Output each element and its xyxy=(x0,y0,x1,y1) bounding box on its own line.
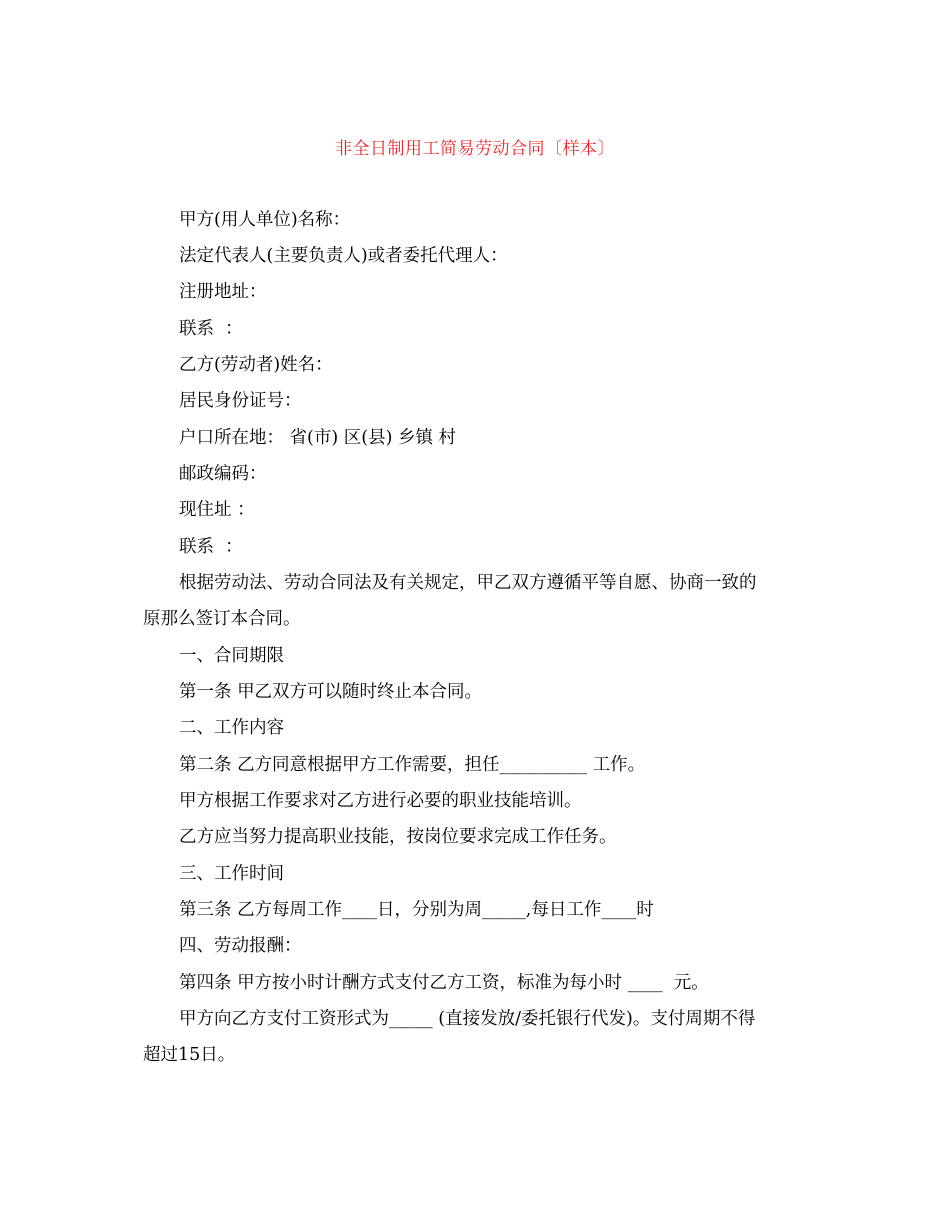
party-b-name-line: 乙方(劳动者)姓名： xyxy=(179,355,333,375)
payment-form-line: 甲方向乙方支付工资形式为_____ (直接发放/委托银行代发)。支付周期不得 xyxy=(179,1009,756,1029)
article-1-line: 第一条 甲乙双方可以随时终止本合同。 xyxy=(179,682,483,702)
legal-representative-line: 法定代表人(主要负责人)或者委托代理人： xyxy=(179,246,508,266)
skills-line: 乙方应当努力提高职业技能，按岗位要求完成工作任务。 xyxy=(179,827,617,847)
party-a-contact-line: 联系 ： xyxy=(179,319,243,339)
training-line: 甲方根据工作要求对乙方进行必要的职业技能培训。 xyxy=(179,791,582,811)
article-3-line: 第三条 乙方每周工作____日，分别为周_____,每日工作____时 xyxy=(179,900,654,920)
section-heading-term: 一、合同期限 xyxy=(179,646,284,666)
household-registration-line: 户口所在地： 省(市) 区(县) 乡镇 村 xyxy=(179,428,457,448)
section-heading-remuneration: 四、劳动报酬： xyxy=(179,936,302,956)
current-address-line: 现住址 ： xyxy=(179,500,255,520)
payment-form-continuation-line: 超过15日。 xyxy=(143,1045,236,1065)
section-heading-work-time: 三、工作时间 xyxy=(179,864,284,884)
id-number-line: 居民身份证号： xyxy=(179,391,302,411)
postal-code-line: 邮政编码： xyxy=(179,464,267,484)
article-2-line: 第二条 乙方同意根据甲方工作需要，担任__________ 工作。 xyxy=(179,755,646,775)
document-title: 非全日制用工简易劳动合同〔样本〕 xyxy=(335,139,615,159)
preamble-continuation-line: 原那么签订本合同。 xyxy=(143,609,301,629)
article-4-line: 第四条 甲方按小时计酬方式支付乙方工资，标准为每小时 ____ 元。 xyxy=(179,973,709,993)
section-heading-work-content: 二、工作内容 xyxy=(179,718,284,738)
party-a-name-line: 甲方(用人单位)名称： xyxy=(179,210,351,230)
party-b-contact-line: 联系 ： xyxy=(179,537,243,557)
preamble-line: 根据劳动法、劳动合同法及有关规定，甲乙双方遵循平等自愿、协商一致的 xyxy=(179,573,757,593)
registered-address-line: 注册地址： xyxy=(179,282,267,302)
